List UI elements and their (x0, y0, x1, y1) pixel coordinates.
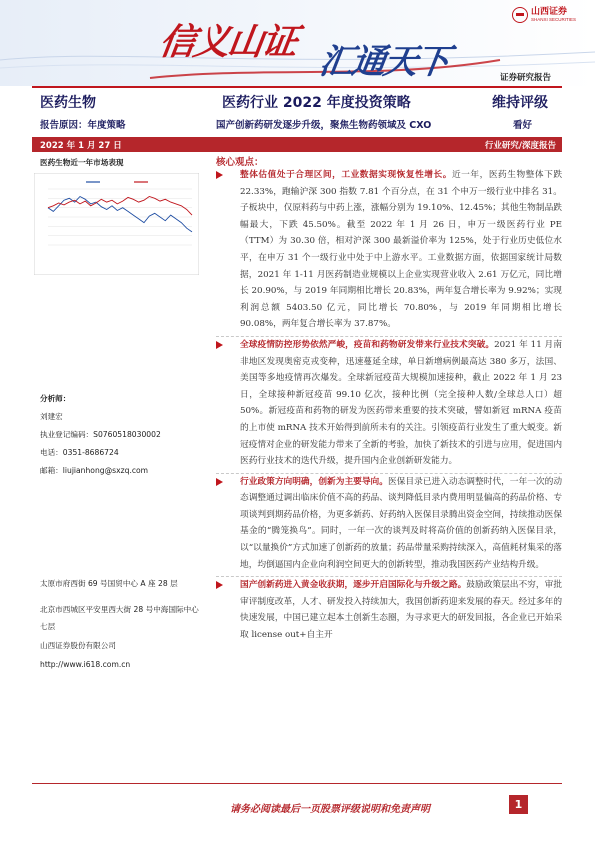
point-lead: 整体估值处于合理区间，工业数据实现恢复性增长。 (240, 170, 452, 180)
company-logo (512, 6, 592, 24)
point-lead: 行业政策方向明确，创新为主要导向。 (240, 476, 388, 487)
arrow-bullet-icon (216, 341, 223, 349)
date-bar (32, 137, 562, 152)
page-number: 1 (509, 795, 528, 814)
point-lead: 全球疫情防控形势依然严峻，疫苗和药物研发带来行业技术突破。 (240, 339, 495, 350)
report-type: 证券研究报告 (500, 73, 552, 83)
point-text: 2021 年 11 月南非地区发现奥密克戎变种，迅速蔓延全球，单日新增病例最高达 380 多万，法国、美国等多地疫情再次爆发。全球新冠疫苗大规模加速接种，截止 2022 年 1 月 23 日，全球接种新冠疫苗 99.10 亿次，接种比例（完全接种人数/全球总人口）超 50%。新冠疫苗和药物的研发为医药带来重要的技术突破，譬如新冠 mRNA 疫苗的上市使 mRNA 技术开始得到前所未有的关注。引领疫苗行业发生了重大蜕变。新冠疫情对企业的研发能力带来了全新的考验，加快了新技术的引进与应用，促进国内医药行业技术的迭代升级，提升国内企业创新研发能力。 (240, 339, 563, 467)
slogan-part1: 信义山证 (156, 21, 299, 63)
point-pandemic (216, 336, 562, 470)
slogan-part2: 汇通天下 (316, 42, 451, 82)
report-title: 医药行业 2022 年度投资策略 (222, 95, 411, 111)
analyst-email[interactable]: 邮箱：liujianhong@sxzq.com (40, 466, 149, 475)
top-divider (32, 86, 562, 88)
address-beijing: 北京市西城区平安里西大街 28 号中海国际中心七层 (40, 605, 199, 631)
point-valuation (216, 167, 562, 333)
section-title: 核心观点： (216, 157, 264, 168)
main-content (216, 167, 562, 647)
address-taiyuan: 太原市府西街 69 号国贸中心 A 座 28 层 (40, 579, 178, 588)
point-text: 鼓励政策层出不穷，审批审评制度改革，人才、研发投入持续加大，我国创新药迎来发展的春天。经过多年的快速发展，中国已建立起本土创新生态圈，为寻求更大的研发回报，各企业已开始采取 license out+自主开 (240, 580, 562, 641)
footer-divider (32, 783, 562, 784)
report-subtitle: 国产创新药研发逐步升级，聚焦生物药领域及 CXO (216, 120, 432, 131)
arrow-bullet-icon (216, 171, 223, 179)
logo-text-en: SHANXI SECURITIES (531, 17, 577, 22)
analyst-label: 分析师： (40, 394, 71, 403)
arrow-bullet-icon (216, 581, 223, 589)
report-date: 2022 年 1 月 27 日 (40, 141, 122, 151)
point-policy (216, 473, 562, 574)
sector-name: 医药生物 (40, 95, 96, 111)
point-text: 近一年，医药生物整体下跌 22.33%，跑输沪深 300 指数 7.81 个百分点，在 31 个申万一级行业中排名 31。子板块中，仅原料药与中药上涨，涨幅分别为 19.10%、12.45%；其他生物制品跌幅最大，下跌 45.50%。截至 2022 年 1 月 26 日，申万一级医药行业 PE（TTM）为 30.30 倍，相对沪深 300 最新溢价率为 125%，处于行业历史低位水平，在申万 31 个一级行业中处于中上游水平。工业数据方面，依据国家统计局数据，2021 年 1-11 月医药制造业规模以上企业实现营业收入 2.61 万亿元，同比增长 20.90%，与 2019 年同期相比增长 20.83%，两年复合增长率为 9.92%；实现利润总额 5403.50 亿元，同比增长 70.80%，与 2019 年同期相比增长 90.08%，两年复合增长率为 37.87%。 (240, 170, 563, 330)
report-category: 行业研究/深度报告 (484, 141, 556, 151)
point-text: 医保目录已进入动态调整时代，一年一次的动态调整通过调出临床价值不高的药品、谈判降低目录内费用明显偏高的药品价格、专项谈判到期药品价格，为更多新药、好药纳入医保目录腾出资金空间，持续推动医保基金的“腾笼换鸟”。同时，一年一次的谈判及时将高价值的创新药纳入医保目录，以“以量换价”方式加速了创新药的放量；药品带量采购持续深入，高值耗材集采的落地，均倒逼国内企业向利润空间更大的创新转型，推动我国医药产业结构升级。 (240, 476, 562, 570)
report-reason: 报告原因：年度策略 (40, 120, 126, 131)
company-website[interactable]: http://www.i618.com.cn (40, 660, 131, 669)
logo-mark-icon (512, 7, 528, 23)
analyst-cert: 执业登记编码：S0760518030002 (40, 430, 161, 439)
logo-text-cn: 山西证券 (531, 7, 568, 17)
analyst-phone: 电话：0351-8686724 (40, 448, 119, 457)
disclaimer[interactable]: 请务必阅读最后一页股票评级说明和免责声明 (230, 804, 430, 815)
point-innovation (216, 576, 562, 643)
market-performance-chart (34, 173, 199, 275)
rating: 维持评级 (492, 95, 548, 111)
point-lead: 国产创新药进入黄金收获期，逐步开启国际化与升级之路。 (240, 580, 467, 591)
analyst-name: 刘建宏 (40, 412, 63, 421)
chart-title: 医药生物近一年市场表现 (40, 158, 124, 167)
outlook: 看好 (513, 120, 533, 131)
arrow-bullet-icon (216, 478, 223, 486)
company-name: 山西证券股份有限公司 (40, 641, 116, 650)
